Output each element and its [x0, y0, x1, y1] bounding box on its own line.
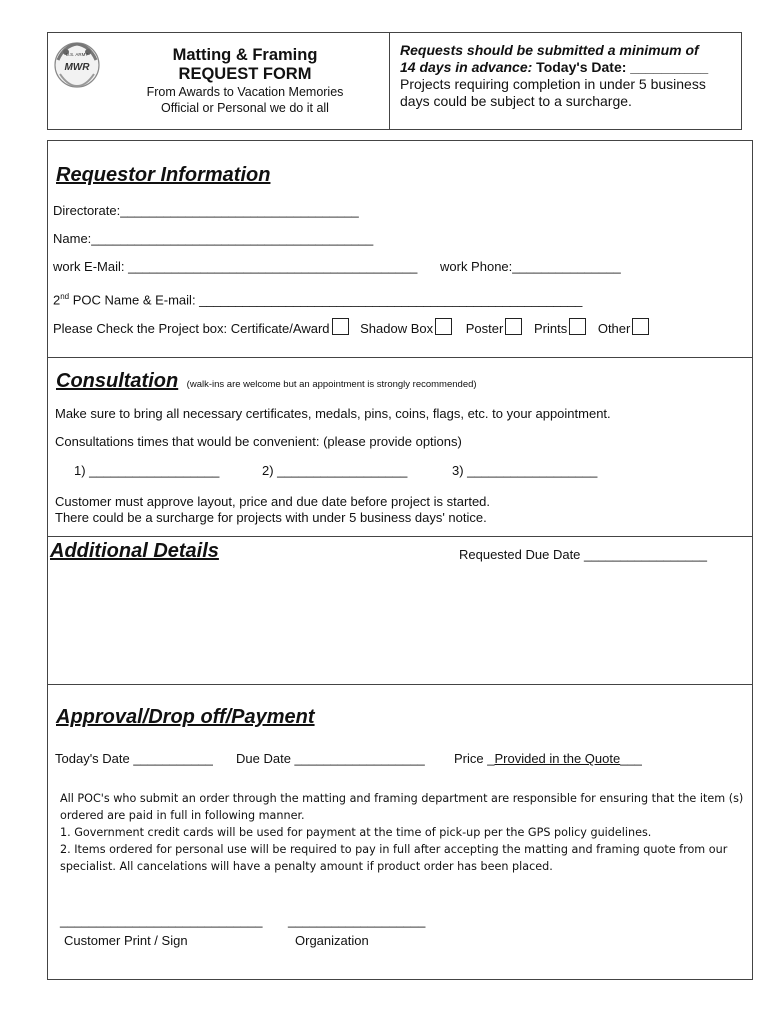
logo-arc-text: U.S. ARMY [65, 52, 89, 57]
form-subtitle2: Official or Personal we do it all [161, 101, 329, 115]
divider-additional [47, 536, 753, 537]
form-title-line1: Matting & Framing [172, 46, 318, 64]
other-label: Other [597, 321, 631, 336]
other-checkbox[interactable] [632, 318, 649, 335]
price-label: Price _ [454, 751, 495, 766]
divider-approval [47, 684, 753, 685]
consult-option-1[interactable]: 1) __________________ [74, 463, 220, 478]
prints-checkbox[interactable] [569, 318, 586, 335]
price-value: Provided in the Quote [494, 751, 621, 766]
notice-line1: Requests should be submitted a minimum of [400, 42, 699, 58]
poc-label: POC Name & E-mail: _____________________________________________________ [69, 292, 583, 308]
notice-line3: Projects requiring completion in under 5 business [400, 76, 706, 92]
header-divider [389, 32, 390, 130]
form-subtitle1: From Awards to Vacation Memories [146, 85, 344, 99]
form-title-line2: REQUEST FORM [178, 65, 312, 83]
consult-option-2[interactable]: 2) __________________ [262, 463, 408, 478]
notice-today-date[interactable]: Today's Date: __________ [532, 59, 709, 75]
surcharge-text: There could be a surcharge for projects with under 5 business days' notice. [55, 510, 487, 525]
requested-due-date-field[interactable]: Requested Due Date _________________ [459, 547, 707, 562]
approval-todays-date-field[interactable]: Today's Date ___________ [55, 751, 213, 766]
notice-block [400, 42, 740, 110]
bring-items-text: Make sure to bring all necessary certificates, medals, pins, coins, flags, etc. to your appointment. [55, 406, 611, 421]
payment-para1a: All POC's who submit an order through the matting and framing department are responsible for ensuring that the item (s) [60, 792, 744, 805]
payment-para3a: 2. Items ordered for personal use will be required to pay in full after accepting the matting and framing quote from our [60, 843, 728, 856]
poster-checkbox[interactable] [505, 318, 522, 335]
name-field[interactable]: Name:_______________________________________ [53, 231, 374, 246]
approval-heading: Approval/Drop off/Payment [56, 706, 315, 728]
directorate-field[interactable]: Directorate:_________________________________ [53, 203, 359, 218]
notice-line4: days could be subject to a surcharge. [400, 93, 632, 109]
shadow-box-checkbox[interactable] [435, 318, 452, 335]
consultation-times-text: Consultations times that would be convenient: (please provide options) [55, 434, 462, 449]
payment-terms [60, 790, 743, 875]
additional-details-heading: Additional Details [50, 540, 219, 562]
divider-consultation [47, 357, 753, 358]
army-mwr-logo-icon [52, 40, 102, 90]
poc-sup: nd [60, 292, 70, 301]
certificate-award-checkbox[interactable] [332, 318, 349, 335]
approval-due-date-field[interactable]: Due Date __________________ [236, 751, 425, 766]
notice-line2 [400, 59, 740, 76]
work-email-field[interactable]: work E-Mail: ________________________________________ [53, 259, 418, 274]
price-tail: ___ [620, 751, 642, 766]
title-block [110, 46, 380, 116]
approve-layout-text: Customer must approve layout, price and due date before project is started. [55, 494, 491, 509]
consult-option-3[interactable]: 3) __________________ [452, 463, 598, 478]
notice-days: 14 days in advance: [400, 59, 533, 75]
additional-details-area[interactable] [50, 570, 750, 680]
logo-text: MWR [64, 62, 90, 73]
payment-para2: 1. Government credit cards will be used for payment at the time of pick-up per the GPS policy guidelines. [60, 826, 652, 839]
price-field[interactable] [454, 751, 642, 766]
payment-para1b: ordered are paid in full in following manner. [60, 809, 305, 822]
poc-prefix: 2 [53, 292, 61, 308]
shadow-box-label: Shadow Box [360, 321, 434, 336]
work-phone-field[interactable]: work Phone:_______________ [440, 259, 621, 274]
consultation-heading-row [56, 370, 477, 393]
organization-line[interactable]: ___________________ [288, 913, 426, 928]
organization-label: Organization [295, 933, 369, 948]
payment-para3b: specialist. All cancelations will have a penalty amount if product order has been placed. [60, 860, 553, 873]
customer-sign-line[interactable]: ____________________________ [60, 913, 263, 928]
prints-label: Prints [533, 321, 568, 336]
poster-label: Poster [465, 321, 504, 336]
requestor-heading: Requestor Information [56, 164, 271, 186]
poc-field[interactable] [53, 292, 582, 307]
consultation-heading: Consultation [56, 370, 179, 392]
project-check-label: Please Check the Project box: Certificate/Award [53, 321, 330, 336]
customer-sign-label: Customer Print / Sign [64, 933, 188, 948]
consultation-note: (walk-ins are welcome but an appointment is strongly recommended) [186, 379, 477, 390]
project-checkbox-row [53, 318, 649, 336]
